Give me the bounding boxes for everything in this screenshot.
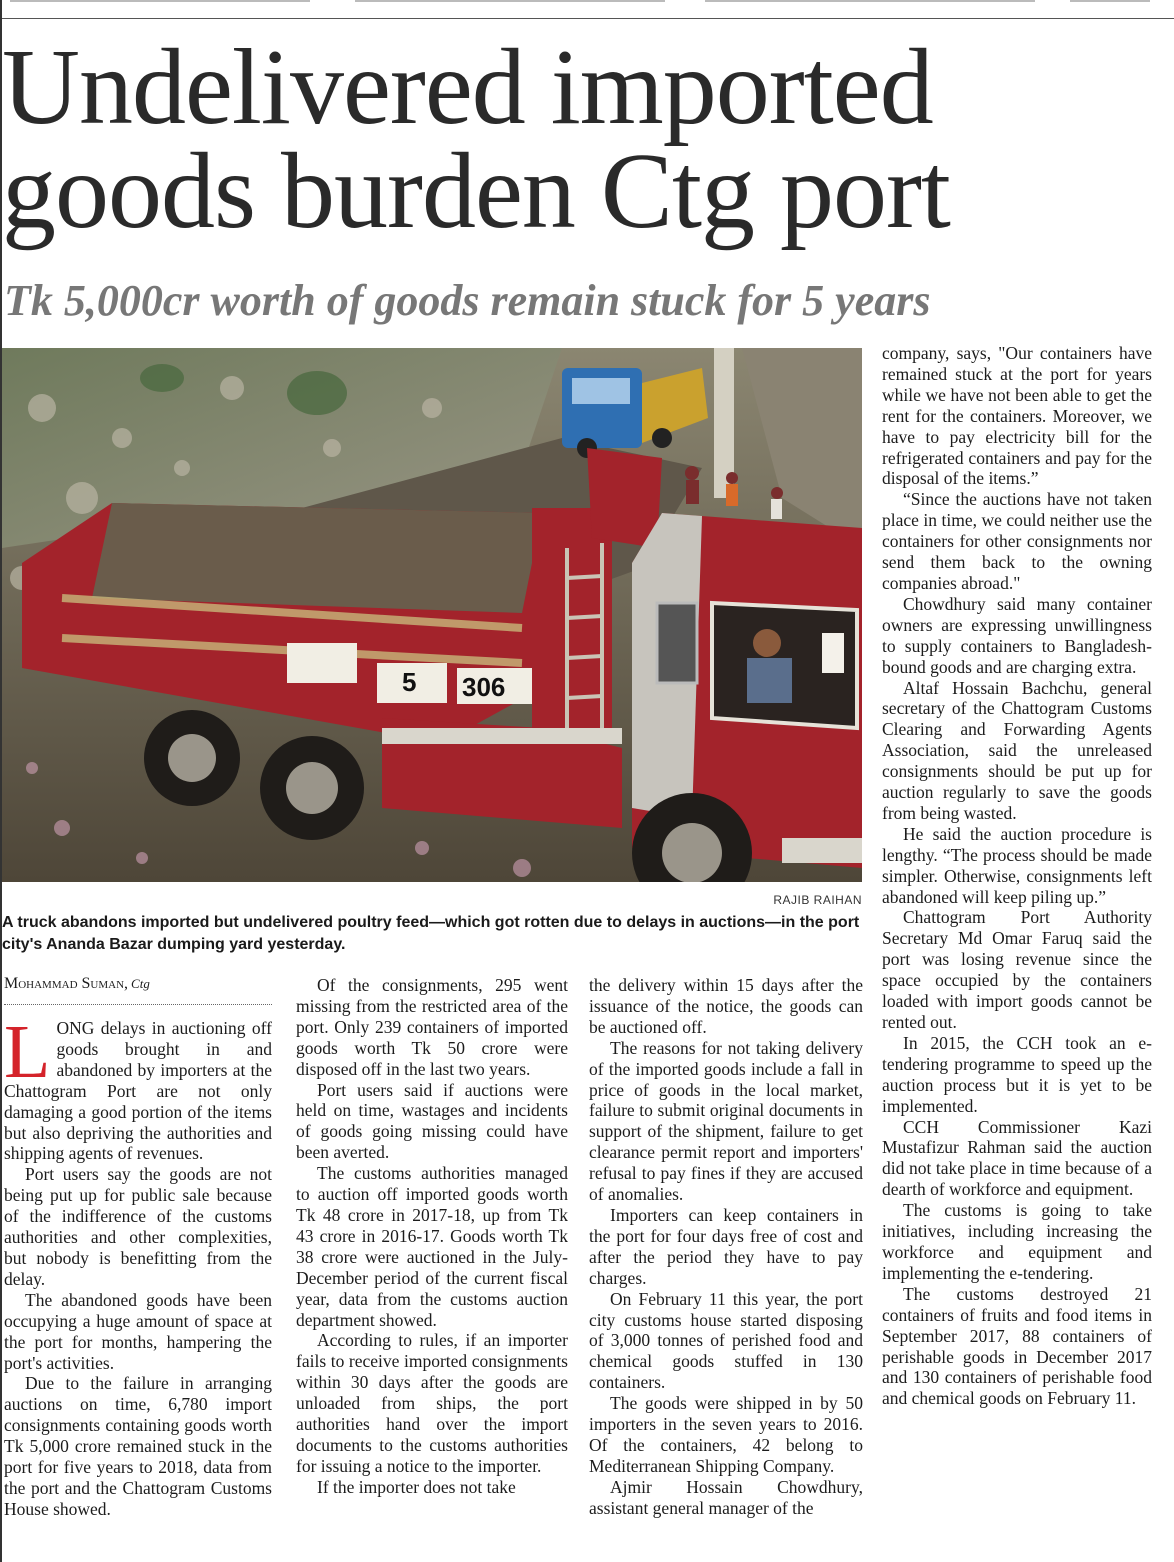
article-paragraph: “Since the auctions have not taken place in time, we could neither use the containers for other consignments nor send them back to the owning companies abroad." [882,489,1152,593]
news-photo [2,348,862,882]
article-paragraph: Of the consignments, 295 went missing from the restricted area of the port. Only 239 containers of imported goods worth Tk 50 crore were disposed off in the last two years. [296,975,568,1079]
article-paragraph: The reasons for not taking delivery of the imported goods include a fall in price of goods in the local market, failure to submit original documents in support of the shipment, failure to get clearance permit report and importers' refusal to pay fines if they are accused of anomalies. [589,1037,863,1205]
subheadline: Tk 5,000cr worth of goods remain stuck for 5 years [4,276,931,325]
article-paragraph: The customs destroyed 21 containers of fruits and food items in September 2017, 88 containers of perishable goods in December 2017 and 130 containers of perishable food and chemical goods on February 11. [882,1283,1152,1409]
dump-truck-photo [2,348,862,882]
article-paragraph: CCH Commissioner Kazi Mustafizur Rahman said the auction did not take place in time because of a dearth of workforce and equipment. [882,1116,1152,1200]
top-running-strip [0,0,1174,19]
headline-line-1: Undelivered imported [2,28,933,147]
article-paragraph: The goods were shipped in by 50 importers in the seven years to 2016. Of the containers, 42 belong to Mediterranean Shipping Company. [589,1393,863,1476]
article-paragraph: Ajmir Hossain Chowdhury, assistant general manager of the [589,1476,863,1518]
article-paragraph: On February 11 this year, the port city customs house started disposing of 3,000 tonnes of perished food and chemical goods stuffed in 130 containers. [589,1288,863,1393]
article-paragraph: According to rules, if an importer fails to receive imported consignments within 30 days after the goods are unloaded from ships, the port authorities hand over the import documents to the customs authorities for issuing a notice to the importer. [296,1330,568,1476]
article-paragraph: company, says, "Our containers have remained stuck at the port for years while we have not been able to get the rent for the containers. Moreover, we have to pay electricity bill for the refrigerated containers and pay for the disposal of the items.” [882,343,1152,489]
article-paragraph: the delivery within 15 days after the issuance of the notice, the goods can be auctioned off. [589,975,863,1037]
article-paragraph: Chattogram Port Authority Secretary Md Omar Faruq said the port was losing revenue since the space occupied by the containers loaded with import goods cannot be rented out. [882,907,1152,1032]
article-paragraph: Chowdhury said many container owners are expressing unwillingness to supply containers to Bangladesh-bound goods and are charging extra. [882,593,1152,677]
author-name: Mohammad Suman, [4,975,129,992]
article-paragraph: In 2015, the CCH took an e-tendering programme to speed up the auction process but it is yet to be implemented. [882,1032,1152,1116]
article-column-2 [296,975,568,1498]
article-paragraph: Port users say the goods are not being put up for public sale because of the indifference of the customs authorities and other complexities, but nobody is benefitting from the delay. [4,1164,272,1289]
article-paragraph: He said the auction procedure is lengthy. “The process should be made simpler. Otherwise, consignments left abandoned will keep piling up.” [882,823,1152,907]
byline [4,973,272,1005]
truck-number-5: 5 [402,667,417,697]
truck-number-306: 306 [462,672,506,702]
headline [2,28,1172,251]
article-paragraph: If the importer does not take [317,1476,516,1497]
article-paragraph: Due to the failure in arranging auctions on time, 6,780 import consignments containing goods worth Tk 5,000 crore remained stuck in the port for five years to 2018, data from the port and the Chattogram Customs House showed. [4,1373,272,1519]
article-column-4 [882,343,1152,1409]
article-paragraph: LONG delays in auctioning off goods brought in and abandoned by importers at the Chattogram Port are not only damaging a good portion of the items but also depriving the authorities and shipping agents of revenues. [4,1010,272,1164]
article-paragraph: The customs is going to take initiatives, including increasing the workforce and equipment and implementing the e-tendering. [882,1200,1152,1283]
photo-caption: A truck abandons imported but undelivered poultry feed—which got rotten due to delays in auctions—in the port city's Ananda Bazar dumping yard yesterday. [2,914,860,953]
article-paragraph: Port users said if auctions were held on time, wastages and incidents of goods going missing could have been averted. [296,1079,568,1163]
headline-line-2: goods burden Ctg port [2,132,950,251]
article-paragraph: Importers can keep containers in the port for four days free of cost and after the period they have to pay charges. [589,1204,863,1288]
article-paragraph: The abandoned goods have been occupying a huge amount of space at the port for months, hampering the port's activities. [4,1289,272,1373]
byline-location: Ctg [131,976,150,991]
drop-cap: L [4,1010,51,1094]
article-column-3 [589,975,863,1519]
article-column-1 [4,1010,272,1520]
article-paragraph: The customs authorities managed to auction off imported goods worth Tk 48 crore in 2017-18, up from Tk 43 crore in 2016-17. Goods worth Tk 38 crore were auctioned in the July-December period of the current fiscal year, data from the customs auction department showed. [296,1163,568,1330]
photo-credit: RAJIB RAIHAN [773,893,862,907]
article-paragraph: Altaf Hossain Bachchu, general secretary of the Chattogram Customs Clearing and Forwarding Agents Association, said the unreleased consignments should be put up for auction regularly to save the goods from being wasted. [882,677,1152,823]
